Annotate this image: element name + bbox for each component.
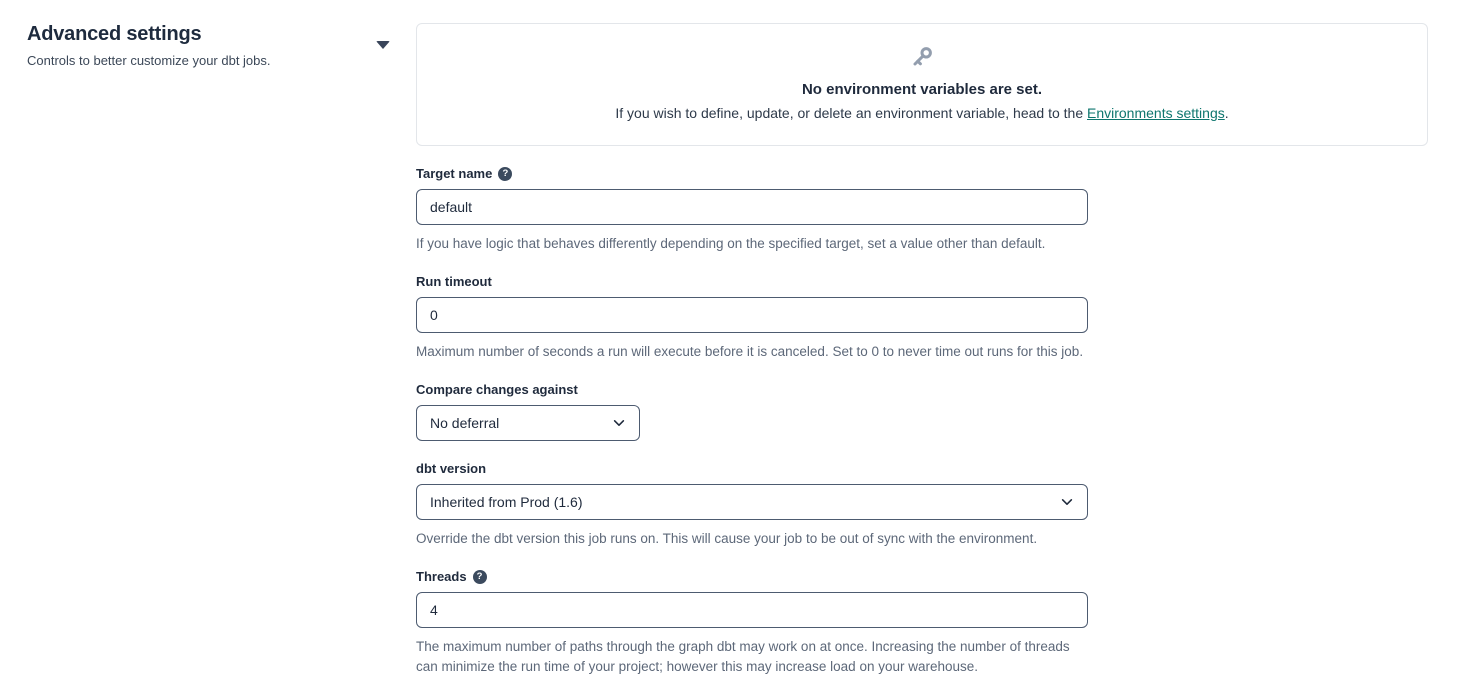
env-variables-banner <box>416 23 1428 146</box>
dbt-version-label: dbt version <box>416 461 487 476</box>
env-banner-message <box>433 105 1411 121</box>
run-timeout-label: Run timeout <box>416 274 492 289</box>
compare-changes-label: Compare changes against <box>416 382 578 397</box>
chevron-down-icon <box>612 416 626 430</box>
caret-down-icon <box>376 41 390 49</box>
env-banner-title: No environment variables are set. <box>801 81 1043 98</box>
dbt-version-label-row <box>416 461 1428 476</box>
target-name-label-row <box>416 166 1428 181</box>
field-compare-changes <box>416 382 1428 441</box>
env-message-suffix: . <box>1224 105 1229 121</box>
settings-header-panel <box>0 23 416 677</box>
key-icon <box>910 45 934 69</box>
run-timeout-helper: Maximum number of seconds a run will execute before it is canceled. Set to 0 to never time out runs for this job. <box>416 344 1084 359</box>
settings-header-text <box>27 23 271 68</box>
dbt-version-select[interactable] <box>416 484 1088 520</box>
threads-label-row <box>416 569 1428 584</box>
settings-form-panel <box>416 23 1428 677</box>
help-icon[interactable]: ? <box>473 570 487 584</box>
dbt-version-helper: Override the dbt version this job runs on. This will cause your job to be out of sync with the environment. <box>416 531 1038 546</box>
target-name-input[interactable] <box>416 189 1088 225</box>
page-subtitle: Controls to better customize your dbt jobs. <box>27 53 271 68</box>
help-icon[interactable]: ? <box>498 167 512 181</box>
threads-helper: The maximum number of paths through the graph dbt may work on at once. Increasing the number of threads can minimize the run time of your project; however this may increase load on your warehouse. <box>416 639 1070 674</box>
compare-changes-selected-value: No deferral <box>430 415 500 431</box>
field-dbt-version <box>416 461 1428 549</box>
run-timeout-input[interactable] <box>416 297 1088 333</box>
field-run-timeout <box>416 274 1428 362</box>
threads-label: Threads <box>416 569 467 584</box>
collapse-section-button[interactable] <box>372 37 394 53</box>
target-name-helper: If you have logic that behaves differently depending on the specified target, set a value other than default. <box>416 236 1046 251</box>
target-name-label: Target name <box>416 166 493 181</box>
compare-changes-label-row <box>416 382 1428 397</box>
threads-input[interactable] <box>416 592 1088 628</box>
field-target-name <box>416 166 1428 254</box>
field-threads <box>416 569 1428 677</box>
compare-changes-select[interactable] <box>416 405 640 441</box>
env-message-prefix: If you wish to define, update, or delete an environment variable, head to the <box>615 105 1087 121</box>
chevron-down-icon <box>1060 495 1074 509</box>
page-title: Advanced settings <box>27 23 202 45</box>
run-timeout-label-row <box>416 274 1428 289</box>
dbt-version-selected-value: Inherited from Prod (1.6) <box>430 494 583 510</box>
environments-settings-link[interactable]: Environments settings <box>1087 105 1225 121</box>
